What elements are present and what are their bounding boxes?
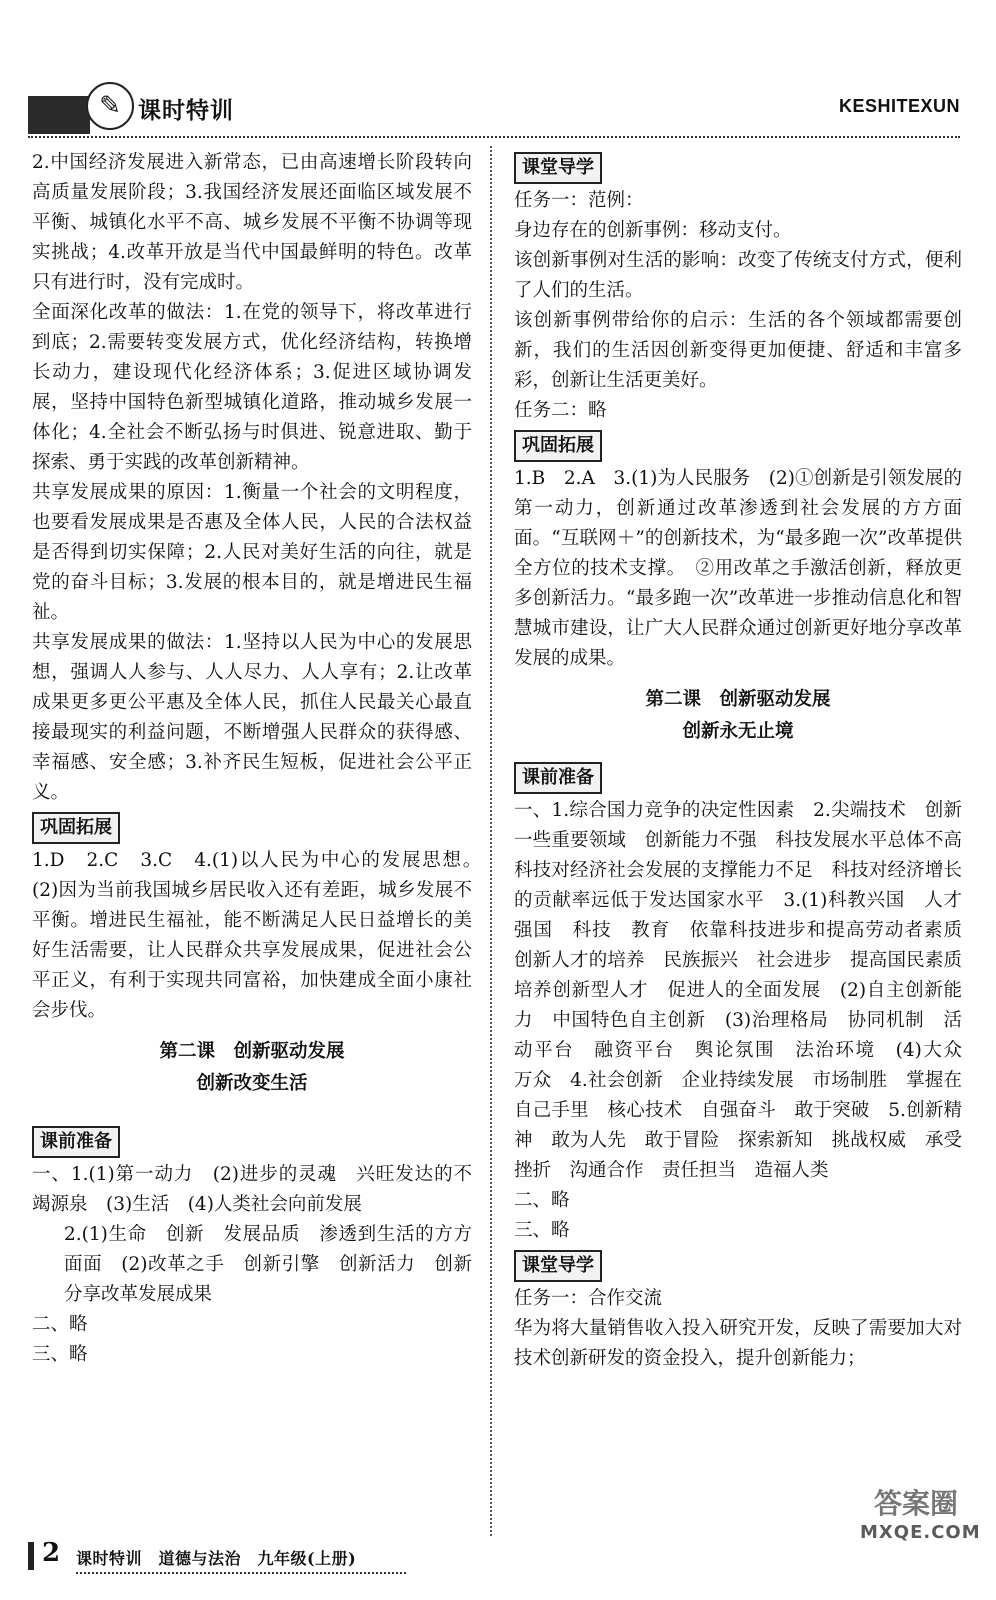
watermark-text: 答案圈 — [873, 1487, 958, 1520]
right-paragraph: 该创新事例对生活的影响：改变了传统支付方式，便利了人们的生活。 — [514, 250, 962, 301]
header-divider — [28, 136, 960, 138]
answer-item: 二、略 — [514, 1190, 570, 1211]
section-tag: 课前准备 — [514, 762, 602, 794]
page-number: 2 — [42, 1538, 61, 1568]
right-paragraph: 1.B 2.A 3.(1)为人民服务 (2)①创新是引领发展的第一动力，创新通过改革渗透到社会发展的方方面面。“互联网＋”的创新技术，为“最多跑一次”改革提供全方位的技术支撑。 ②用改革之手激活创新，释放更多创新活力。“最多跑一次”改革进一步推动信息化和智慧城市建设，让广大人民群众通过创新更好地分享改革发展的成果。 — [514, 468, 962, 669]
right-paragraph: 任务一：范例： — [514, 190, 644, 211]
header-bar — [28, 96, 90, 134]
page-footer — [28, 1538, 968, 1578]
header-pinyin: KESHITEXUN — [838, 96, 960, 116]
answer-item: 二、略 — [32, 1314, 88, 1335]
right-paragraph: 身边存在的创新事例：移动支付。 — [514, 220, 792, 241]
pen-logo-icon: ✎ — [86, 82, 134, 130]
right-paragraph: 华为将大量销售收入投入研究开发，反映了需要加大对技术创新研发的资金投入，提升创新能力； — [514, 1318, 962, 1369]
footer-text: 课时特训 道德与法治 九年级(上册) — [76, 1549, 357, 1568]
watermark-site: MXQE.COM — [860, 1522, 981, 1543]
left-paragraph: 共享发展成果的原因：1.衡量一个社会的文明程度，也要看发展成果是否惠及全体人民，人民的合法权益是否得到切实保障；2.人民对美好生活的向往，就是党的奋斗目标；3.发展的根本目的，就是增进民生福祉。 — [32, 482, 472, 623]
header-brand: 课时特训 — [138, 97, 234, 124]
section-tag: 巩固拓展 — [32, 812, 120, 844]
right-paragraph: 该创新事例带给你的启示：生活的各个领域都需要创新，我们的生活因创新变得更加便捷、舒适和丰富多彩，创新让生活更美好。 — [514, 310, 962, 391]
left-paragraph: 共享发展成果的做法：1.坚持以人民为中心的发展思想，强调人人参与、人人尽力、人人享有；2.让改革成果更多更公平惠及全体人民，抓住人民最关心最直接最现实的利益问题，不断增强人民群众的获得感、幸福感、安全感；3.补齐民生短板，促进社会公平正义。 — [32, 632, 472, 803]
lesson-title: 第二课 创新驱动发展 — [159, 1041, 345, 1062]
lesson-subtitle: 创新永无止境 — [682, 721, 794, 742]
section-tag: 课堂导学 — [514, 1250, 602, 1282]
column-divider — [490, 146, 492, 1536]
answer-item: 三、略 — [514, 1220, 570, 1241]
left-paragraph: 2.中国经济发展进入新常态，已由高速增长阶段转向高质量发展阶段；3.我国经济发展还面临区域发展不平衡、城镇化水平不高、城乡发展不平衡不协调等现实挑战；4.改革开放是当代中国最鲜明的特色。改革只有进行时，没有完成时。 — [32, 152, 472, 293]
answer-item: 三、略 — [32, 1344, 88, 1365]
footer-divider — [76, 1572, 406, 1574]
page-header — [0, 0, 996, 140]
right-paragraph: 任务一：合作交流 — [514, 1288, 663, 1309]
lesson-subtitle: 创新改变生活 — [196, 1073, 308, 1094]
left-paragraph: 全面深化改革的做法：1.在党的领导下，将改革进行到底；2.需要转变发展方式，优化经济结构，转换增长动力，建设现代化经济体系；3.促进区域协调发展，坚持中国特色新型城镇化道路，推动城乡发展一体化；4.全社会不断弘扬与时俱进、锐意进取、勤于探索、勇于实践的改革创新精神。 — [32, 302, 472, 473]
right-column — [514, 148, 981, 1374]
answer-item: 一、1.(1)第一动力 (2)进步的灵魂 兴旺发达的不竭源泉 (3)生活 (4)人类社会向前发展 — [32, 1164, 472, 1215]
footer-bar — [28, 1542, 34, 1570]
section-tag: 课堂导学 — [514, 152, 602, 184]
left-paragraph: 1.D 2.C 3.C 4.(1)以人民为中心的发展思想。 (2)因为当前我国城乡居民收入还有差距，城乡发展不平衡。增进民生福祉，能不断满足人民日益增长的美好生活需要，让人民群众共享发展成果，促进社会公平正义，有利于实现共同富裕，加快建成全面小康社会步伐。 — [32, 850, 491, 1021]
left-column — [32, 148, 491, 1370]
watermark-logo — [860, 1482, 981, 1543]
answer-item: 一、1.综合国力竞争的决定性因素 2.尖端技术 创新 一些重要领域 创新能力不强 科技发展水平总体不高 科技对经济社会发展的支撑能力不足 科技对经济增长的贡献率远低于发达国家水平 3.(1)科教兴国 人才强国 科技 教育 依靠科技进步和提高劳动者素质 创新人才的培养 民族振兴 社会进步 提高国民素质 培养创新型人才 促进人的全面发展 (2)自主创新能力 中国特色自主创新 (3)治理格局 协同机制 活动平台 融资平台 舆论氛围 法治环境 (4)大众 万众 4.社会创新 企业持续发展 市场制胜 掌握在自己手里 核心技术 自强奋斗 敢于突破 5.创新精神 敢为人先 敢于冒险 探索新知 挑战权威 承受挫折 沟通合作 责任担当 造福人类 — [514, 800, 981, 1181]
answer-item: 2.(1)生命 创新 发展品质 渗透到生活的方方面面 (2)改革之手 创新引擎 创新活力 创新 分享改革发展成果 — [64, 1224, 491, 1305]
right-paragraph: 任务二：略 — [514, 400, 607, 421]
section-tag: 巩固拓展 — [514, 430, 602, 462]
lesson-title: 第二课 创新驱动发展 — [645, 689, 831, 710]
section-tag: 课前准备 — [32, 1126, 120, 1158]
